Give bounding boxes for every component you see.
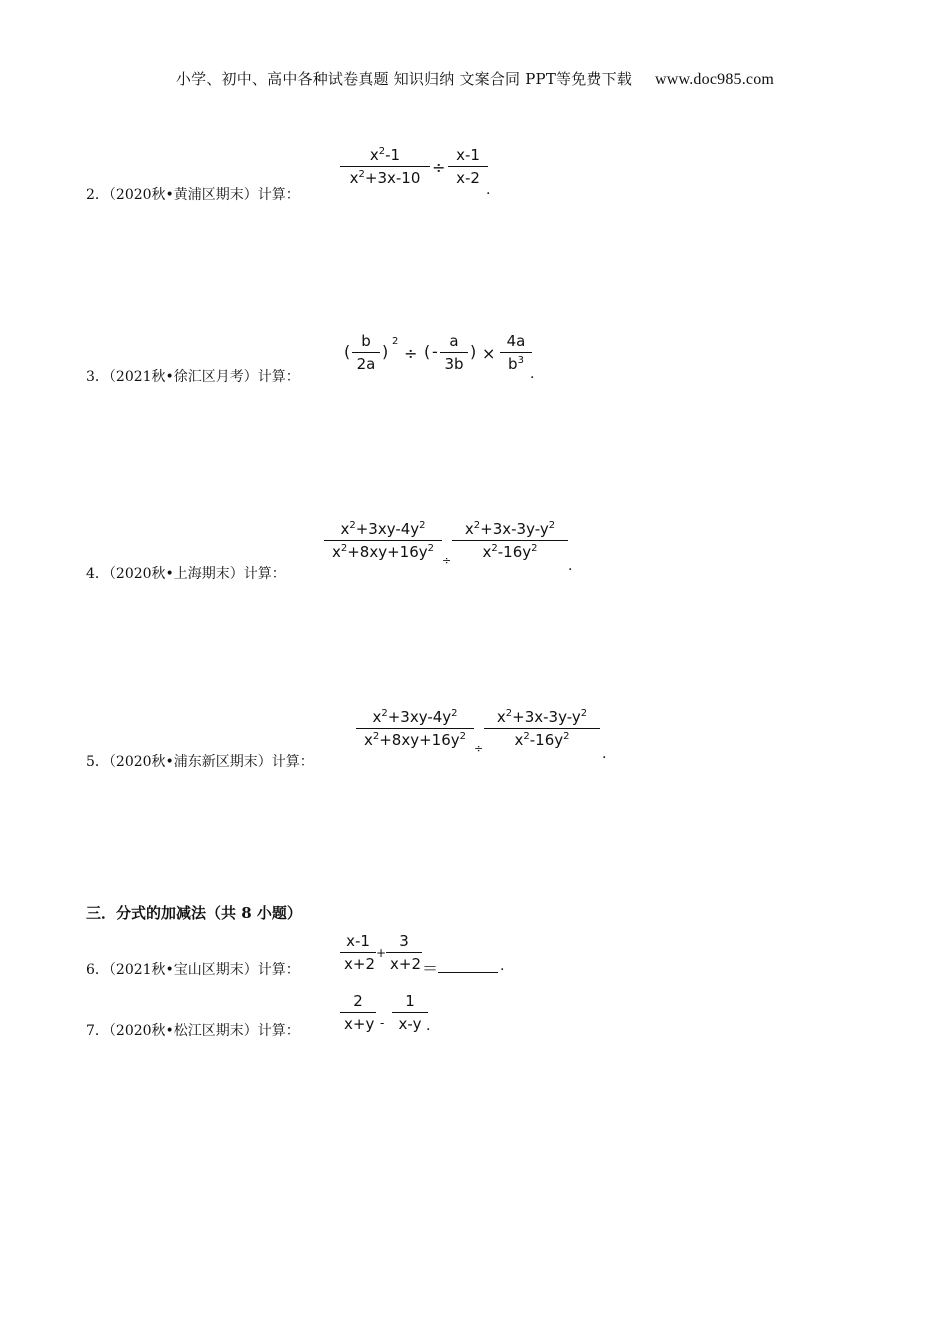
q3-fraction-2: a 3b (440, 332, 468, 373)
times-sign: × (482, 344, 496, 363)
divide-sign: ÷ (442, 554, 452, 567)
divide-sign: ÷ (404, 344, 418, 363)
q6-fraction-1: x-1 x+2 (340, 932, 376, 973)
question-number: 7． (86, 1023, 109, 1039)
q4-fraction-1: $x^2+3xy-4y^2$ $x^2+8xy+16y^2$ (324, 520, 442, 561)
question-5 (86, 751, 314, 771)
question-source: （2020秋•上海期末）计算： (108, 566, 286, 582)
page-header (0, 68, 950, 89)
question-6 (86, 959, 300, 979)
q2-fraction-1: $x^2-1$ $x^2+3x-10$ (340, 146, 430, 187)
header-site: www.doc985.com (655, 71, 775, 88)
question-number: 2． (86, 187, 109, 203)
q7-fraction-2: 1 x-y (392, 992, 428, 1033)
question-number: 5． (86, 754, 109, 770)
question-source: （2021秋•徐汇区月考）计算： (108, 369, 300, 385)
q3-fraction-3: 4a $b^3$ (500, 332, 532, 373)
divide-sign: ÷ (432, 158, 446, 177)
q5-fraction-2: $x^2+3x-3y-y^2$ $x^2-16y^2$ (484, 708, 600, 749)
question-source: （2020秋•松江区期末）计算： (108, 1023, 300, 1039)
question-source: （2020秋•黄浦区期末）计算： (108, 187, 300, 203)
q2-fraction-2: x-1 x-2 (448, 146, 488, 187)
divide-sign: ÷ (474, 742, 484, 755)
q7-fraction-1: 2 x+y (340, 992, 376, 1033)
question-source: （2021秋•宝山区期末）计算： (108, 962, 300, 978)
question-number: 6． (86, 962, 109, 978)
answer-blank[interactable] (438, 958, 498, 973)
q4-fraction-2: $x^2+3x-3y-y^2$ $x^2-16y^2$ (452, 520, 568, 561)
question-source: （2020秋•浦东新区期末）计算： (108, 754, 314, 770)
section-title: 三．分式的加减法（共 8 小题） (86, 904, 302, 922)
question-7 (86, 1020, 300, 1040)
question-4 (86, 563, 286, 583)
q3-fraction-1: b 2a (352, 332, 380, 373)
header-text: 小学、初中、高中各种试卷真题 知识归纳 文案合同 PPT等免费下载 (175, 70, 633, 88)
question-number: 4． (86, 566, 109, 582)
question-number: 3． (86, 369, 109, 385)
question-3 (86, 366, 300, 386)
q5-fraction-1: $x^2+3xy-4y^2$ $x^2+8xy+16y^2$ (356, 708, 474, 749)
q6-fraction-2: 3 x+2 (386, 932, 422, 973)
question-2 (86, 184, 300, 204)
